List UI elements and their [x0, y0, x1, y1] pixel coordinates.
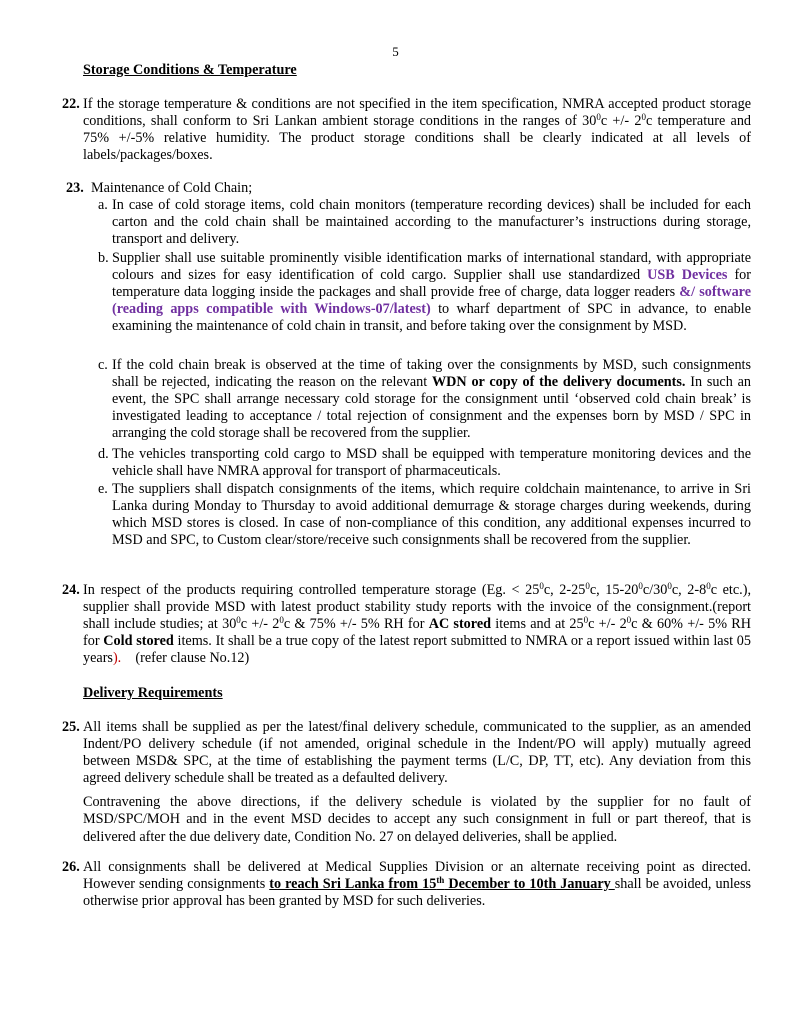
clause-25: [62, 719, 751, 846]
clause-23d: [98, 446, 751, 480]
bold-wdn: WDN or copy of the delivery documents.: [431, 374, 686, 391]
clause-23b: [98, 250, 751, 335]
clause-paragraph: All items shall be supplied as per the latest/final delivery schedule, communicated to the supplier, as an amended Indent/PO delivery schedule (if not amended, original schedule in the Indent/PO will apply) mutually agreed between MSD& SPC, at the time of establishing the payment terms (L/C, DP, TT, etc). Any deviation from this agreed delivery schedule shall be treated as a defaulted delivery.: [83, 719, 751, 787]
sub-clause-letter: a.: [98, 197, 108, 213]
clause-number: 26.: [62, 859, 80, 875]
sub-clause-letter: c.: [98, 357, 108, 373]
clause-text: In respect of the products requiring controlled temperature storage (Eg. < $25^0c$, $2-25^0c$, $15-20^0c/30^0c$, $2-8^0c$ etc.), supplier shall provide MSD with latest product stability study reports with the invoice of the consignment.(report shall include studies; at $30^0c$ +/- $2^0c$ & 75% +/- 5% RH for AC stored items and at $25^0c$ +/- $2^0c$ & 60% +/- 5% RH for Cold stored items. It shall be a true copy of the latest report submitted to NMRA or a report issued within last 05 years). (refer clause No.12): [83, 581, 751, 667]
clause-24: [62, 582, 751, 667]
red-bracket: ).: [112, 650, 122, 667]
clause-23a: [98, 197, 751, 248]
page-number: 5: [392, 44, 399, 59]
clause-number: 25.: [62, 719, 80, 735]
clause-text: If the storage temperature & conditions are not specified in the item specification, NMRA accepted product storage conditions, shall conform to Sri Lankan ambient storage conditions in the ranges of $30^0c$ +/- $2^0c$ temperature and 75% +/-5% relative humidity. The product storage conditions shall be clearly indicated at all levels of labels/packages/boxes.: [83, 96, 752, 164]
sub-clause-letter: e.: [98, 481, 108, 497]
clause-text: [83, 719, 751, 846]
sub-clause-text: The vehicles transporting cold cargo to MSD shall be equipped with temperature monitoring devices and the vehicle shall have NMRA approval for transport of pharmaceuticals.: [112, 446, 751, 480]
sub-clause-letter: d.: [98, 446, 109, 462]
clause-paragraph: Contravening the above directions, if the delivery schedule is violated by the supplier for no fault of MSD/SPC/MOH and in the event MSD decides to accept any such consignment in full or part thereof, that is delivered after the due delivery date, Condition No. 27 on delayed deliveries, shall be applied.: [83, 794, 751, 845]
clause-number: 22.: [62, 96, 80, 112]
highlight-usb-devices: USB Devices: [647, 267, 728, 284]
bold-cold-stored: Cold stored: [103, 633, 174, 650]
bold-ac-stored: AC stored: [428, 616, 492, 633]
clause-number: 24.: [62, 582, 80, 598]
clause-number: 23.: [66, 180, 84, 196]
clause-23c: [98, 357, 751, 442]
sub-clause-text: In case of cold storage items, cold chain monitors (temperature recording devices) shall be included for each carton and the cold chain shall be maintained according to the manufacturer’s instructions during storage, transport and delivery.: [112, 197, 751, 248]
clause-text: All consignments shall be delivered at Medical Supplies Division or an alternate receiving point as directed. However sending consignments to reach Sri Lanka from 15th December to 10th January shall be avoided, unless otherwise prior approval has been granted by MSD for such deliveries.: [83, 859, 751, 910]
clause-26: [62, 859, 751, 910]
heading-delivery-requirements: Delivery Requirements: [83, 685, 223, 701]
sub-clause-text: If the cold chain break is observed at the time of taking over the consignments by MSD, such consignments shall be rejected, indicating the reason on the relevant WDN or copy of the delivery documents. In such an event, the SPC shall arrange necessary cold storage for the consignment until ‘observed cold chain break’ is investigated leading to acceptance / total rejection of consignment and the expenses born by MSD / SPC in arranging the cold storage shall be recovered from the supplier.: [112, 357, 752, 442]
heading-storage-conditions: Storage Conditions & Temperature: [83, 62, 297, 78]
sub-clause-letter: b.: [98, 250, 109, 266]
clause-23: [66, 180, 755, 197]
highlight-software: &/ software (reading apps compatible with Windows-07/latest): [112, 284, 751, 318]
clause-22: [62, 96, 751, 164]
clause-title: Maintenance of Cold Chain;: [91, 180, 253, 196]
sub-clause-text: Supplier shall use suitable prominently visible identification marks of international standard, with appropriate colours and sizes for easy identification of cold cargo. Supplier shall use standardized USB Devices for temperature data logging inside the packages and shall provide free of charge, data logger readers &/ software (reading apps compatible with Windows-07/latest) to wharf department of SPC in advance, to enable examining the maintenance of cold chain in transit, and before taking over the consignment by MSD.: [112, 250, 751, 335]
sub-clause-text: The suppliers shall dispatch consignments of the items, which require coldchain maintenance, to arrive in Sri Lanka during Monday to Thursday to avoid additional demurrage & storage charges during weekends, during which MSD stores is closed. In case of non-compliance of this condition, any additional expenses incurred to MSD and SPC, to Custom clear/store/receive such consignments shall be recovered from the supplier.: [112, 481, 751, 549]
underlined-date-range: to reach Sri Lanka from 15th December to 10th January: [269, 875, 615, 893]
clause-23e: [98, 481, 751, 549]
